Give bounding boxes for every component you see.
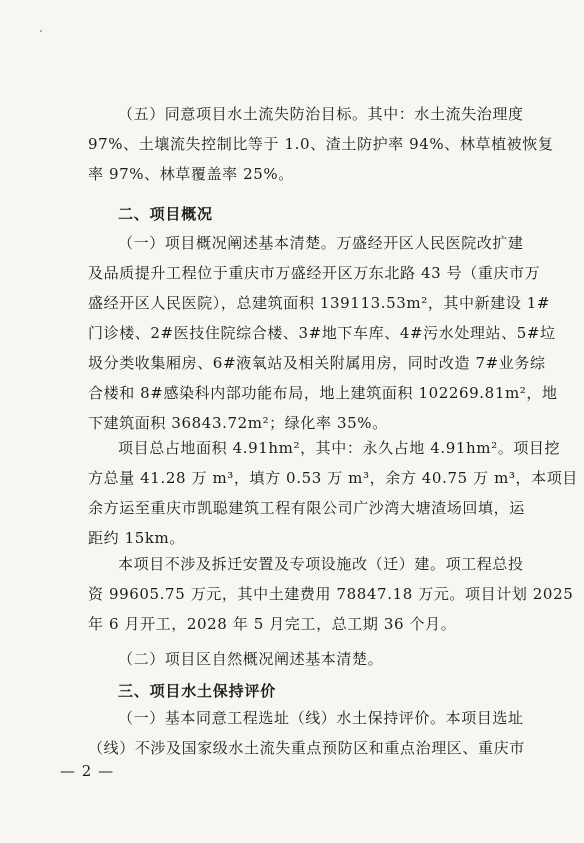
text-line: 方总量 41.28 万 m³，填方 0.53 万 m³，余方 40.75 万 m³，本项目 [88,469,578,487]
paragraph-project-overview [88,228,558,438]
paragraph-water-loss-targets [88,99,554,189]
text-line: 本项目不涉及拆迁安置及专项设施改（迁）建。项工程总投 [118,555,524,573]
text-line: （线）不涉及国家级水土流失重点预防区和重点治理区、重庆市 [88,739,525,757]
text-line: （五）同意项目水土流失防治目标。其中：水土流失治理度 [118,105,524,123]
text-line: 距约 15km。 [88,529,185,547]
text-line: 下建筑面积 36843.72m²；绿化率 35%。 [88,414,388,432]
text-line: （一）项目概况阐述基本清楚。万盛经开区人民医院改扩建 [118,234,524,252]
text-line: （一）基本同意工程选址（线）水土保持评价。本项目选址 [118,709,524,727]
paragraph-investment-schedule [88,549,574,639]
paragraph-natural-conditions [88,644,508,674]
text-line: 资 99605.75 万元，其中土建费用 78847.18 万元。项目计划 2025 [88,585,574,603]
text-line: 余方运至重庆市凯聪建筑工程有限公司广沙湾大塘渣场回填，运 [88,499,525,517]
text-line: 合楼和 8#感染科内部功能布局，地上建筑面积 102269.81m²，地 [88,384,558,402]
text-line: （二）项目区自然概况阐述基本清楚。 [118,650,384,668]
text-line: 及品质提升工程位于重庆市万盛经开区万东北路 43 号（重庆市万 [88,264,541,282]
text-line: 97%、土壤流失控制比等于 1.0、渣土防护率 94%、林草植被恢复 [88,135,554,153]
paragraph-land-and-earthwork [88,433,578,553]
text-line: 门诊楼、2#医技住院综合楼、3#地下车库、4#污水处理站、5#垃 [88,324,556,342]
text-line: 盛经开区人民医院），总建筑面积 139113.53m²，其中新建设 1# [88,294,551,312]
text-line: 率 97%、林草覆盖率 25%。 [88,165,294,183]
section-heading-soil-conservation-evaluation: 三、项目水土保持评价 [118,682,277,700]
page-number: — 2 — [60,762,115,780]
text-line: 项目总占地面积 4.91hm²，其中：永久占地 4.91hm²。项目挖 [118,439,561,457]
text-line: 圾分类收集厢房、6#液氧站及相关附属用房，同时改造 7#业务综 [88,354,546,372]
scan-speck [40,30,42,32]
text-line: 年 6 月开工，2028 年 5 月完工，总工期 36 个月。 [88,615,457,633]
paragraph-site-selection-evaluation [88,703,525,763]
section-heading-project-overview: 二、项目概况 [118,205,213,223]
